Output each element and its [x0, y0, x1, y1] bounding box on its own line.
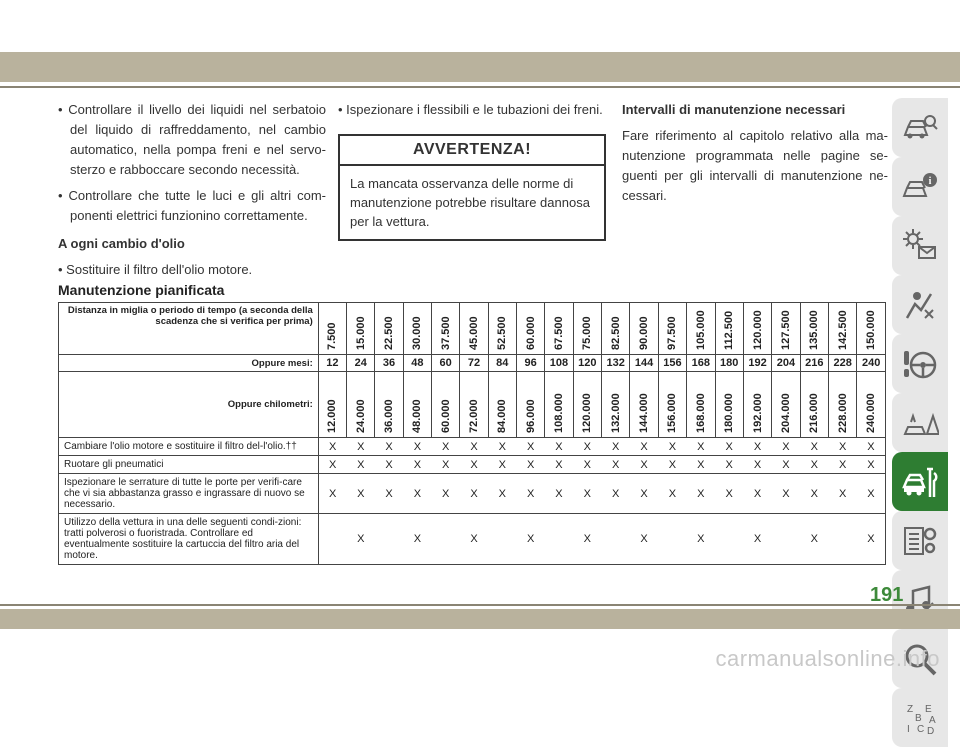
schedule-mark: X — [857, 514, 886, 565]
miles-cell — [460, 303, 488, 355]
schedule-mark: X — [857, 474, 886, 514]
km-cell — [743, 372, 771, 438]
miles-value: 112.500 — [723, 310, 736, 350]
task-label: Ruotare gli pneumatici — [59, 456, 319, 474]
schedule-mark: X — [545, 456, 573, 474]
miles-cell — [687, 303, 715, 355]
table-row — [59, 438, 886, 456]
schedule-mark: X — [743, 514, 771, 565]
months-value: 192 — [743, 355, 771, 372]
km-value: 204.000 — [779, 393, 792, 433]
section-title: Manutenzione pianificata — [58, 282, 225, 298]
km-cell — [460, 372, 488, 438]
km-cell — [857, 372, 886, 438]
schedule-mark: X — [829, 474, 857, 514]
miles-value: 22.500 — [383, 316, 396, 350]
schedule-mark: X — [602, 456, 630, 474]
top-decor-band — [0, 52, 960, 82]
schedule-mark: X — [658, 438, 686, 456]
km-cell — [318, 372, 346, 438]
miles-value: 75.000 — [581, 316, 594, 350]
miles-cell — [545, 303, 573, 355]
schedule-mark: X — [658, 474, 686, 514]
warning-text: La mancata osservanza delle norme di manutenzione potrebbe risultare dannosa per la vettura. — [350, 176, 590, 229]
schedule-mark: X — [318, 456, 346, 474]
months-value: 228 — [829, 355, 857, 372]
schedule-mark: X — [772, 474, 800, 514]
schedule-mark: X — [403, 474, 431, 514]
task-label: Cambiare l'olio motore e sostituire il filtro del-l'olio.†† — [59, 438, 319, 456]
months-value: 48 — [403, 355, 431, 372]
index-icon — [901, 699, 939, 737]
warning-lights-icon — [901, 227, 939, 265]
miles-value: 142.500 — [836, 310, 849, 350]
km-value: 36.000 — [383, 399, 396, 433]
miles-value: 127.500 — [779, 310, 792, 350]
schedule-mark: X — [743, 438, 771, 456]
km-value: 240.000 — [865, 393, 878, 433]
months-value: 180 — [715, 355, 743, 372]
schedule-mark: X — [488, 456, 516, 474]
km-value: 12.000 — [326, 399, 339, 433]
schedule-mark: X — [829, 438, 857, 456]
km-cell — [573, 372, 601, 438]
km-value: 168.000 — [694, 393, 707, 433]
schedule-mark: X — [715, 438, 743, 456]
svg-text:Z: Z — [907, 703, 914, 715]
months-value: 96 — [516, 355, 544, 372]
schedule-mark: X — [687, 514, 715, 565]
km-cell — [488, 372, 516, 438]
schedule-mark: X — [347, 474, 375, 514]
svg-text:I: I — [907, 723, 910, 735]
miles-cell — [772, 303, 800, 355]
miles-value: 30.000 — [411, 316, 424, 350]
km-cell — [347, 372, 375, 438]
schedule-mark: X — [772, 456, 800, 474]
table-row — [59, 514, 886, 565]
sidebar-tab-index[interactable] — [892, 688, 948, 747]
miles-value: 37.500 — [439, 316, 452, 350]
schedule-mark: X — [829, 456, 857, 474]
top-decor-line — [0, 86, 960, 88]
months-label: Oppure mesi: — [59, 355, 319, 372]
km-value: 228.000 — [836, 393, 849, 433]
emergency-icon — [901, 404, 939, 442]
schedule-mark: X — [516, 456, 544, 474]
miles-value: 90.000 — [638, 316, 651, 350]
km-value: 156.000 — [666, 393, 679, 433]
column-1 — [58, 100, 326, 286]
schedule-mark: X — [800, 474, 828, 514]
miles-value: 45.000 — [467, 316, 480, 350]
col1-bullets — [58, 100, 326, 226]
km-cell — [602, 372, 630, 438]
schedule-mark — [715, 514, 743, 565]
warning-box — [338, 134, 606, 241]
schedule-mark: X — [602, 474, 630, 514]
schedule-mark: X — [516, 438, 544, 456]
months-value: 120 — [573, 355, 601, 372]
schedule-mark: X — [460, 456, 488, 474]
km-value: 216.000 — [808, 393, 821, 433]
km-cell — [715, 372, 743, 438]
column-2 — [338, 100, 606, 241]
svg-text:C: C — [917, 723, 925, 735]
schedule-mark — [488, 514, 516, 565]
bottom-decor-band — [0, 609, 960, 629]
miles-value: 97.500 — [666, 316, 679, 350]
km-value: 180.000 — [723, 393, 736, 433]
sidebar-tab-maintenance[interactable] — [892, 452, 948, 511]
schedule-mark: X — [715, 474, 743, 514]
task-label: Ispezionare le serrature di tutte le porte per verifi-care che vi sia abbastanza grasso e ingrassare di nuovo se necessario. — [59, 474, 319, 514]
months-value: 204 — [772, 355, 800, 372]
months-value: 84 — [488, 355, 516, 372]
schedule-mark: X — [573, 514, 601, 565]
schedule-mark: X — [687, 456, 715, 474]
miles-cell — [347, 303, 375, 355]
km-label: Oppure chilometri: — [59, 372, 319, 438]
maintenance-table — [58, 302, 886, 565]
miles-value: 15.000 — [354, 316, 367, 350]
intervals-subhead: Intervalli di manutenzione necessari — [622, 102, 846, 117]
col1-bullet: • Controllare che tutte le luci e gli altri com-ponenti elettrici funzionino correttamente. — [58, 188, 326, 223]
sidebar-tab-steering-wheel[interactable] — [892, 334, 948, 393]
km-value: 60.000 — [439, 399, 452, 433]
km-value: 48.000 — [411, 399, 424, 433]
km-cell — [545, 372, 573, 438]
km-cell — [403, 372, 431, 438]
schedule-mark: X — [687, 474, 715, 514]
miles-cell — [432, 303, 460, 355]
months-value: 240 — [857, 355, 886, 372]
miles-cell — [318, 303, 346, 355]
oil-filter-bullet: • Sostituire il filtro dell'olio motore. — [58, 262, 253, 277]
schedule-mark: X — [403, 456, 431, 474]
months-row — [59, 355, 886, 372]
col1-bullet: • Controllare il livello dei liquidi nel serbatoio del liquido di raffreddamento, nel cambio automatico, nella pompa freni e nel servo-sterzo e rabboccare secondo necessità. — [58, 102, 326, 177]
km-cell — [800, 372, 828, 438]
months-value: 72 — [460, 355, 488, 372]
schedule-mark: X — [658, 456, 686, 474]
table-row — [59, 474, 886, 514]
km-value: 132.000 — [609, 393, 622, 433]
km-cell — [687, 372, 715, 438]
schedule-mark: X — [573, 456, 601, 474]
km-row — [59, 372, 886, 438]
schedule-mark — [772, 514, 800, 565]
schedule-mark: X — [318, 474, 346, 514]
km-value: 96.000 — [524, 399, 537, 433]
watermark: carmanualsonline.info — [715, 646, 940, 671]
km-value: 120.000 — [581, 393, 594, 433]
miles-cell — [715, 303, 743, 355]
schedule-mark: X — [630, 474, 658, 514]
miles-cell — [602, 303, 630, 355]
schedule-mark: X — [857, 438, 886, 456]
airbag-safety-icon — [901, 286, 939, 324]
schedule-mark: X — [715, 456, 743, 474]
months-value: 156 — [658, 355, 686, 372]
km-value: 72.000 — [467, 399, 480, 433]
km-value: 84.000 — [496, 399, 509, 433]
km-cell — [630, 372, 658, 438]
svg-text:E: E — [925, 703, 932, 715]
intervals-text: Fare riferimento al capitolo relativo alla ma-nutenzione programmata nelle pagine se-guenti per gli intervalli di manutenzione ne-cessari. — [622, 128, 888, 203]
schedule-mark: X — [630, 456, 658, 474]
schedule-mark: X — [545, 474, 573, 514]
specifications-icon — [901, 522, 939, 560]
schedule-mark — [602, 514, 630, 565]
schedule-mark: X — [318, 438, 346, 456]
schedule-mark: X — [857, 456, 886, 474]
schedule-mark: X — [687, 438, 715, 456]
miles-value: 82.500 — [609, 316, 622, 350]
km-cell — [829, 372, 857, 438]
miles-value: 67.500 — [552, 316, 565, 350]
schedule-mark: X — [432, 438, 460, 456]
bottom-decor-line — [0, 604, 960, 606]
miles-cell — [403, 303, 431, 355]
months-value: 60 — [432, 355, 460, 372]
miles-cell — [857, 303, 886, 355]
km-cell — [432, 372, 460, 438]
table-row — [59, 456, 886, 474]
oil-change-subhead: A ogni cambio d'olio — [58, 236, 185, 251]
car-search-icon — [901, 109, 939, 147]
months-value: 24 — [347, 355, 375, 372]
schedule-mark: X — [630, 514, 658, 565]
schedule-mark: X — [432, 456, 460, 474]
months-value: 108 — [545, 355, 573, 372]
schedule-mark: X — [516, 474, 544, 514]
schedule-mark: X — [432, 474, 460, 514]
km-cell — [772, 372, 800, 438]
schedule-mark: X — [800, 456, 828, 474]
task-label: Utilizzo della vettura in una delle seguenti condi-zioni: tratti polverosi o fuoristrada. Controllare ed eventualmente sostituire la cartuccia del filtro aria del motore. — [59, 514, 319, 565]
svg-text:B: B — [915, 712, 922, 724]
miles-cell — [658, 303, 686, 355]
miles-header-label: Distanza in miglia o periodo di tempo (a seconda della scadenza che si verifica per prima) — [59, 303, 319, 355]
schedule-mark: X — [347, 456, 375, 474]
schedule-mark: X — [743, 456, 771, 474]
schedule-mark: X — [347, 514, 375, 565]
schedule-mark: X — [488, 438, 516, 456]
schedule-mark: X — [743, 474, 771, 514]
km-value: 192.000 — [751, 393, 764, 433]
schedule-mark: X — [573, 438, 601, 456]
miles-cell — [800, 303, 828, 355]
column-3 — [622, 100, 888, 206]
schedule-mark: X — [573, 474, 601, 514]
schedule-mark: X — [602, 438, 630, 456]
months-value: 168 — [687, 355, 715, 372]
miles-cell — [630, 303, 658, 355]
sidebar-tab-car-info[interactable] — [892, 157, 948, 216]
miles-cell — [516, 303, 544, 355]
schedule-mark — [432, 514, 460, 565]
miles-cell — [375, 303, 403, 355]
schedule-mark: X — [460, 474, 488, 514]
schedule-mark: X — [772, 438, 800, 456]
sidebar-tab-airbag-safety[interactable] — [892, 275, 948, 334]
sidebar-tab-warning-lights[interactable] — [892, 216, 948, 275]
miles-cell — [488, 303, 516, 355]
schedule-mark: X — [460, 438, 488, 456]
km-cell — [375, 372, 403, 438]
schedule-mark: X — [800, 514, 828, 565]
schedule-mark: X — [347, 438, 375, 456]
miles-value: 135.000 — [808, 310, 821, 350]
schedule-mark — [375, 514, 403, 565]
sidebar-tab-emergency[interactable] — [892, 393, 948, 452]
schedule-mark: X — [545, 438, 573, 456]
miles-value: 105.000 — [694, 310, 707, 350]
schedule-mark: X — [460, 514, 488, 565]
schedule-mark — [545, 514, 573, 565]
schedule-mark: X — [800, 438, 828, 456]
miles-value: 120.000 — [751, 310, 764, 350]
schedule-mark: X — [488, 474, 516, 514]
svg-text:D: D — [927, 725, 935, 737]
months-value: 12 — [318, 355, 346, 372]
schedule-mark: X — [403, 438, 431, 456]
miles-cell — [743, 303, 771, 355]
months-value: 216 — [800, 355, 828, 372]
brake-hoses-bullet: • Ispezionare i flessibili e le tubazioni dei freni. — [338, 102, 603, 117]
svg-text:i: i — [928, 175, 932, 187]
months-value: 36 — [375, 355, 403, 372]
km-value: 24.000 — [354, 399, 367, 433]
car-info-icon — [901, 168, 939, 206]
schedule-mark — [658, 514, 686, 565]
schedule-mark: X — [375, 474, 403, 514]
schedule-mark: X — [375, 456, 403, 474]
schedule-mark: X — [403, 514, 431, 565]
schedule-mark — [829, 514, 857, 565]
sidebar-tab-specifications[interactable] — [892, 511, 948, 570]
km-value: 108.000 — [552, 393, 565, 433]
miles-cell — [573, 303, 601, 355]
page-number: 191 — [870, 584, 904, 606]
svg-text:A: A — [929, 714, 936, 726]
miles-value: 7.500 — [326, 322, 339, 350]
schedule-mark: X — [630, 438, 658, 456]
miles-header-row — [59, 303, 886, 355]
miles-value: 150.000 — [865, 310, 878, 350]
miles-cell — [829, 303, 857, 355]
km-cell — [658, 372, 686, 438]
warning-title: AVVERTENZA! — [340, 136, 604, 166]
miles-value: 60.000 — [524, 316, 537, 350]
sidebar-tab-car-search[interactable] — [892, 98, 948, 157]
miles-value: 52.500 — [496, 316, 509, 350]
km-cell — [516, 372, 544, 438]
schedule-mark: X — [516, 514, 544, 565]
months-value: 132 — [602, 355, 630, 372]
steering-wheel-icon — [901, 345, 939, 383]
schedule-mark: X — [375, 438, 403, 456]
km-value: 144.000 — [638, 393, 651, 433]
schedule-mark — [318, 514, 346, 565]
months-value: 144 — [630, 355, 658, 372]
maintenance-icon — [901, 463, 939, 501]
